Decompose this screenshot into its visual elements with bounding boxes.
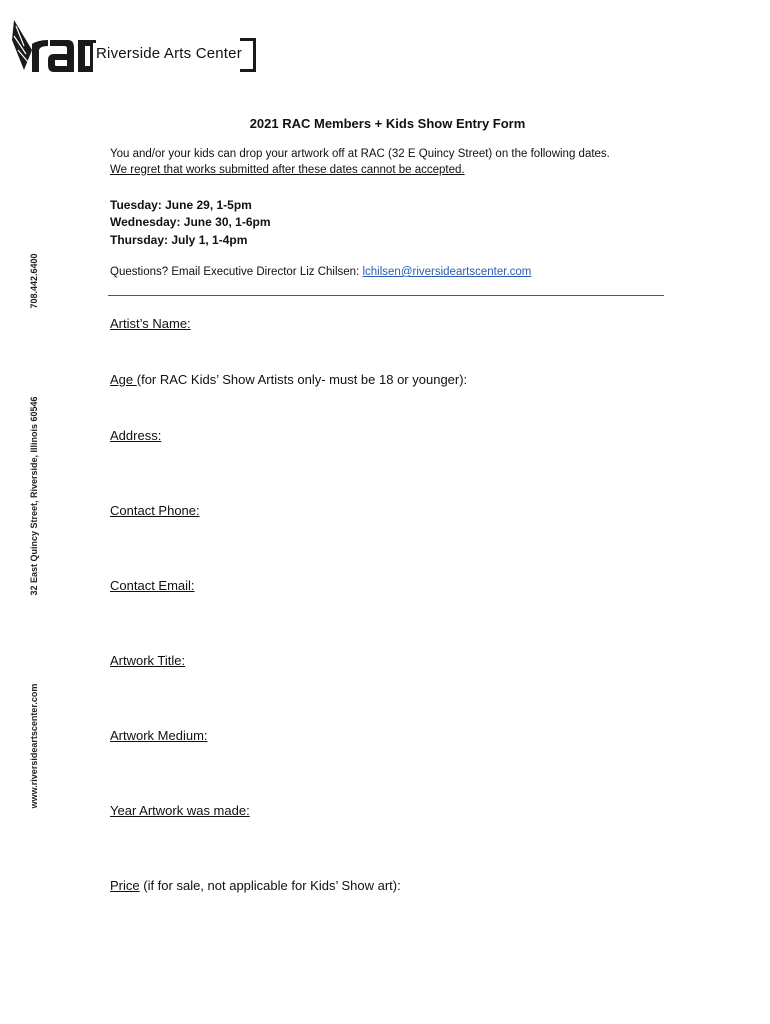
rac-logo xyxy=(10,20,266,80)
regret-text: We regret that works submitted after these dates cannot be accepted. xyxy=(110,164,465,176)
age-note: (for RAC Kids’ Show Artists only- must be 18 or younger): xyxy=(136,372,468,387)
field-contact-phone: Contact Phone: xyxy=(110,503,200,518)
price-label: Price xyxy=(110,878,140,893)
intro-text: You and/or your kids can drop your artwork off at RAC (32 E Quincy Street) on the following dates. xyxy=(110,148,610,160)
field-artwork-title: Artwork Title: xyxy=(110,653,186,668)
sidebar-website: www.riversideartscenter.com xyxy=(29,683,39,809)
form-title: 2021 RAC Members + Kids Show Entry Form xyxy=(249,116,526,131)
divider xyxy=(108,295,664,296)
questions-text: Questions? Email Executive Director Liz Chilsen: xyxy=(110,266,363,278)
date-thursday: Thursday: July 1, 1-4pm xyxy=(110,233,248,247)
org-name: Riverside Arts Center xyxy=(96,45,242,62)
field-contact-email: Contact Email: xyxy=(110,578,195,593)
sidebar-address: 32 East Quincy Street, Riverside, Illinois 60546 xyxy=(29,396,39,596)
field-price xyxy=(110,878,401,893)
field-age xyxy=(110,372,467,387)
price-note: (if for sale, not applicable for Kids’ Show art): xyxy=(139,878,401,893)
field-address: Address: xyxy=(110,428,162,443)
date-tuesday: Tuesday: June 29, 1-5pm xyxy=(110,198,252,212)
email-link[interactable]: lchilsen@riversideartscenter.com xyxy=(362,266,532,278)
field-artwork-medium: Artwork Medium: xyxy=(110,728,208,743)
questions-line xyxy=(110,266,531,278)
sidebar-phone: 708.442.6400 xyxy=(29,253,39,309)
field-artist-name: Artist’s Name: xyxy=(110,316,191,331)
age-label: Age xyxy=(110,372,137,387)
date-wednesday: Wednesday: June 30, 1-6pm xyxy=(110,215,271,229)
field-year-made: Year Artwork was made: xyxy=(110,803,250,818)
